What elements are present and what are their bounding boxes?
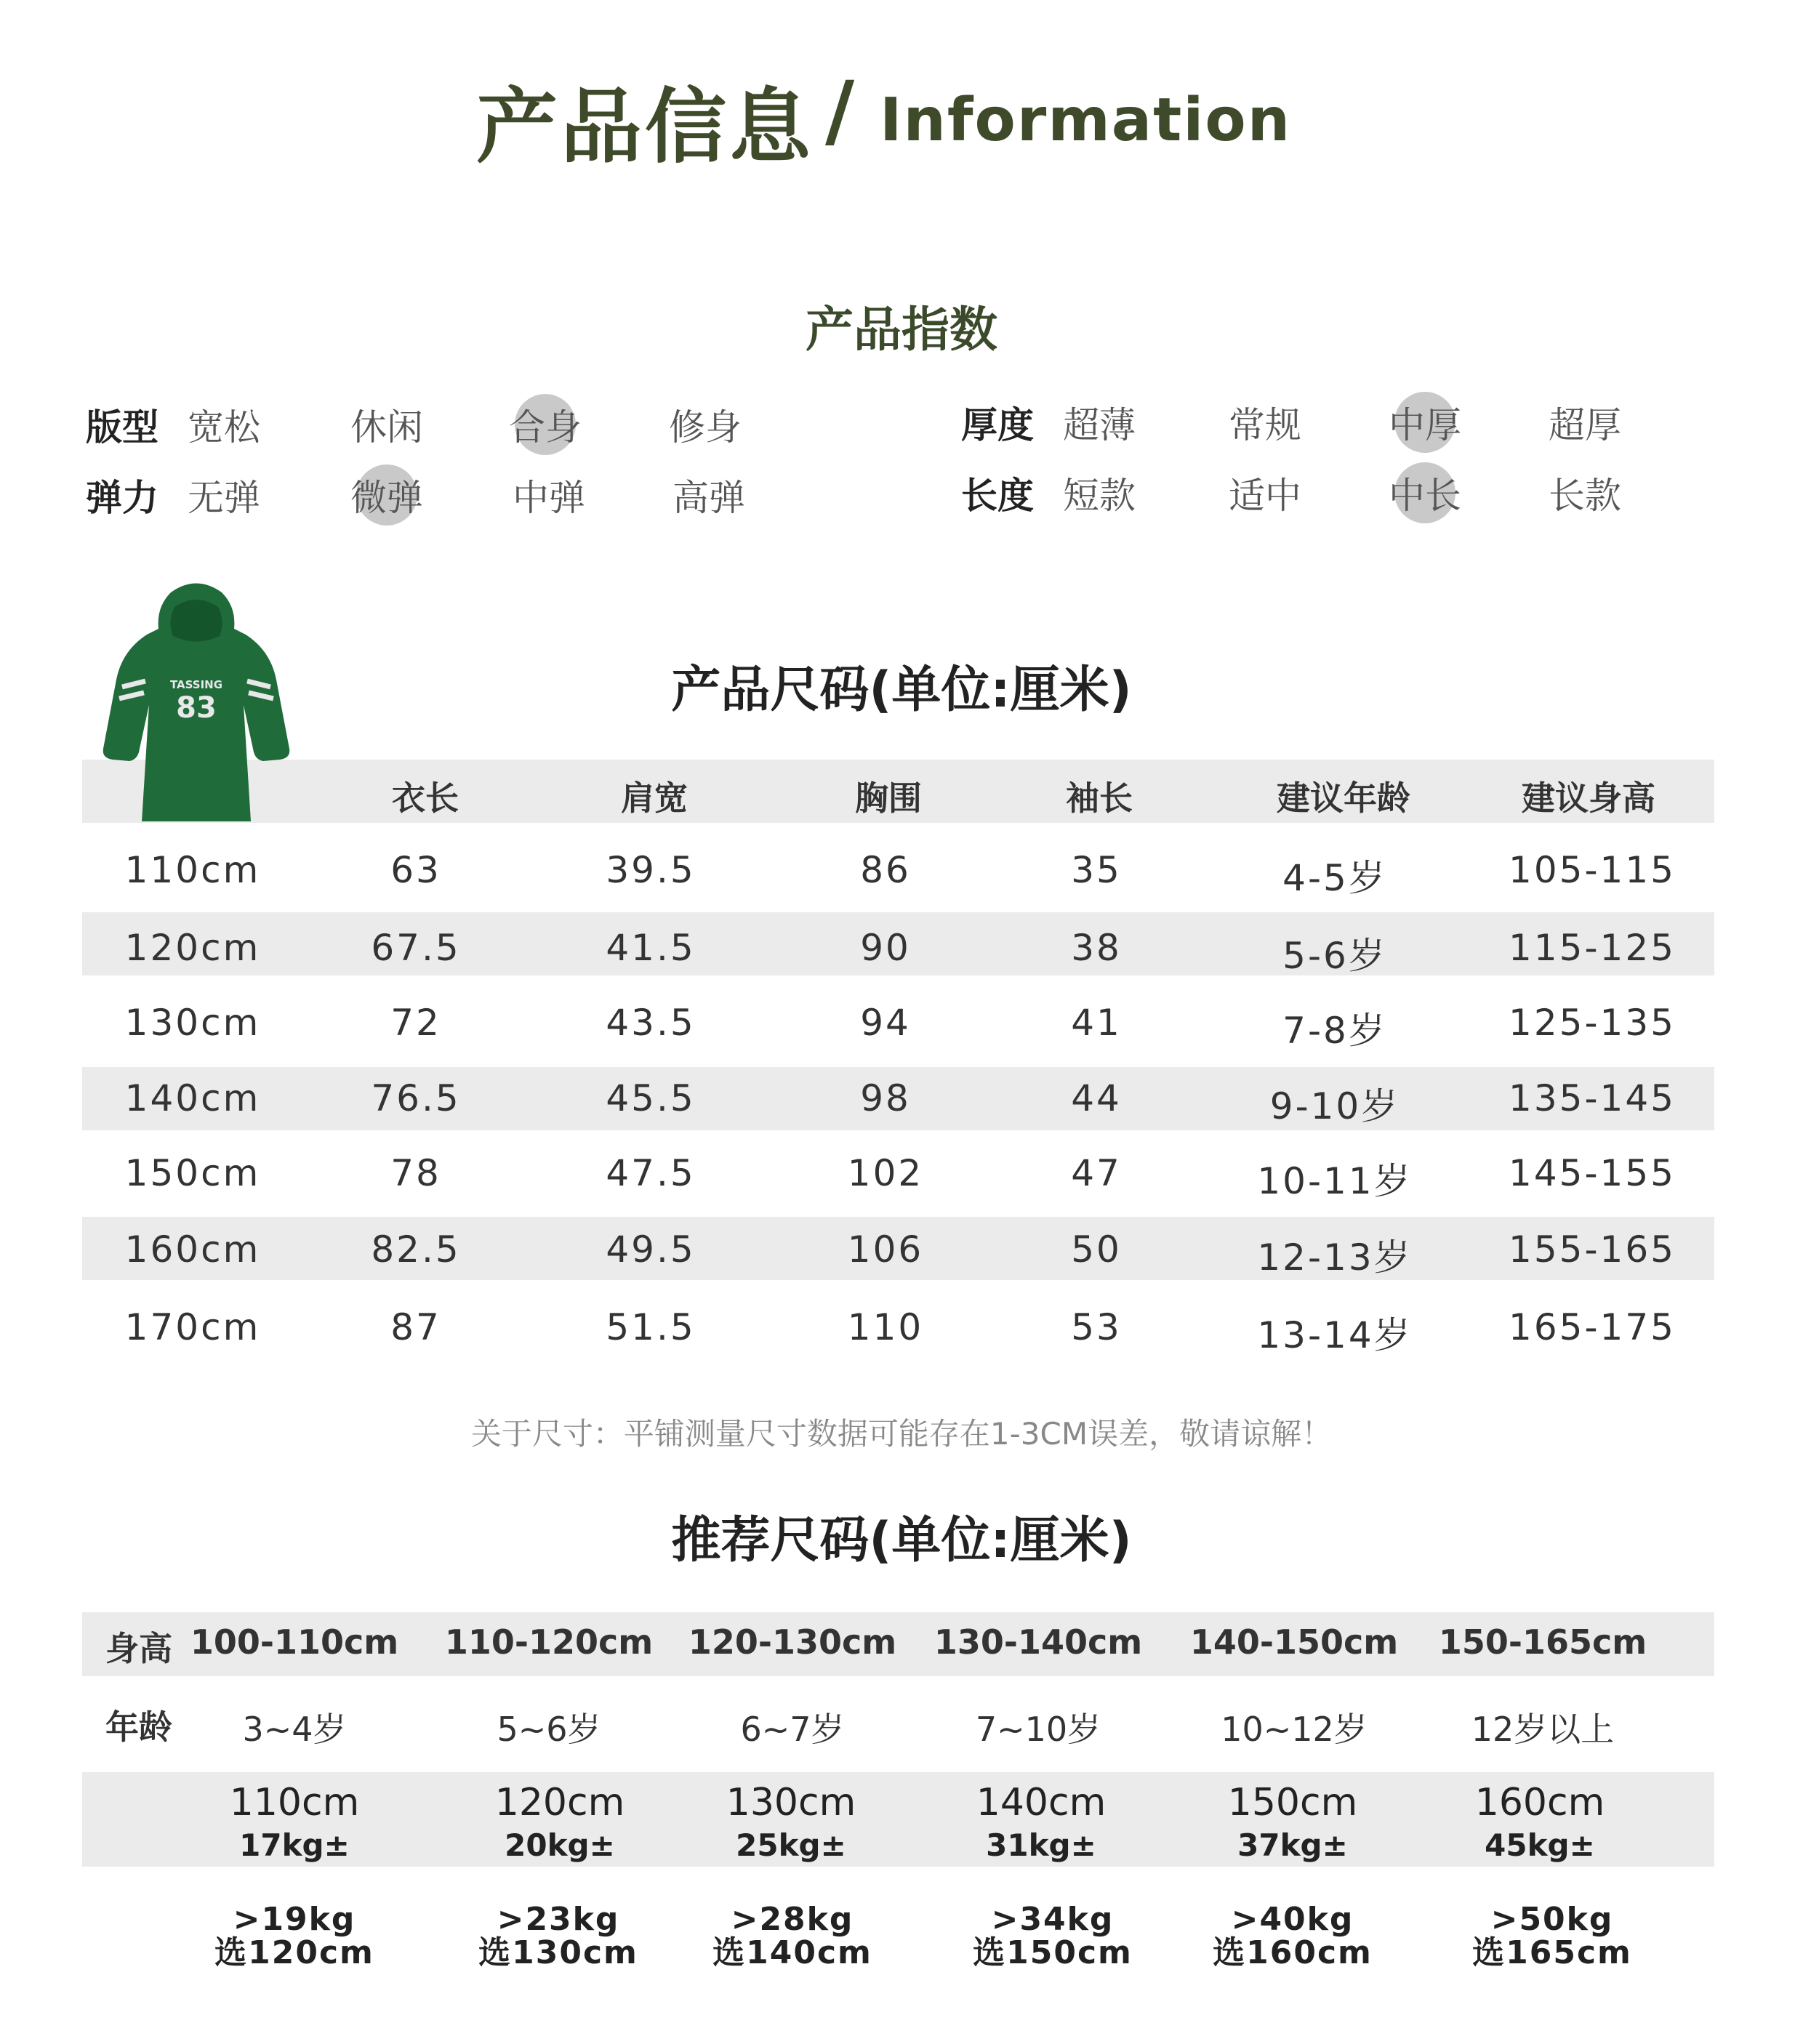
size-cell: 150cm xyxy=(124,1152,261,1194)
size-cell: 170cm xyxy=(124,1306,261,1348)
recommend-size: 160cm xyxy=(1474,1781,1605,1824)
recommend-height-range: 140-150cm xyxy=(1189,1622,1399,1662)
col-header-age: 建议年龄 xyxy=(1277,778,1410,818)
length-cell: 78 xyxy=(390,1152,441,1194)
recommend-height-range: 110-120cm xyxy=(444,1622,654,1662)
age-cell: 13-14岁 xyxy=(1257,1314,1413,1356)
index-option-selected: 中厚 xyxy=(1389,396,1461,448)
chest-cell: 94 xyxy=(860,1002,911,1044)
sleeve-cell: 44 xyxy=(1071,1077,1122,1119)
recommend-age: 6~7岁 xyxy=(740,1710,845,1749)
index-option-selected: 合身 xyxy=(509,398,582,451)
length-cell: 82.5 xyxy=(371,1228,461,1271)
recommend-age-label: 年龄 xyxy=(105,1707,172,1747)
length-cell: 72 xyxy=(390,1002,441,1044)
age-cell: 10-11岁 xyxy=(1257,1160,1413,1202)
shoulder-cell: 47.5 xyxy=(606,1152,696,1194)
recommend-size: 120cm xyxy=(494,1781,625,1824)
chest-cell: 106 xyxy=(847,1228,924,1271)
height-cell: 125-135 xyxy=(1509,1002,1676,1044)
shoulder-cell: 49.5 xyxy=(606,1228,696,1271)
recommend-size: 140cm xyxy=(976,1781,1107,1824)
sleeve-cell: 35 xyxy=(1071,849,1122,891)
sleeve-cell: 53 xyxy=(1071,1306,1122,1348)
age-cell: 9-10岁 xyxy=(1269,1085,1400,1127)
dress-print-text: TASSING xyxy=(169,678,223,691)
recommend-weight: 25kg± xyxy=(736,1827,846,1863)
length-cell: 76.5 xyxy=(371,1077,461,1119)
size-cell: 160cm xyxy=(124,1228,261,1271)
recommend-tip-weight: >40kg xyxy=(1231,1901,1354,1938)
recommend-tip-weight: >50kg xyxy=(1490,1901,1614,1938)
recommend-weight: 20kg± xyxy=(505,1827,615,1863)
recommend-age: 3~4岁 xyxy=(242,1710,347,1749)
index-option: 短款 xyxy=(1063,475,1136,517)
col-header-shoulder: 肩宽 xyxy=(621,778,688,818)
hoodie-dress-icon xyxy=(102,578,291,825)
chest-cell: 86 xyxy=(860,849,911,891)
recommend-size: 150cm xyxy=(1227,1781,1358,1824)
recommend-tip-size: 选140cm xyxy=(712,1934,872,1971)
chest-cell: 102 xyxy=(847,1152,924,1194)
index-label-thickness: 厚度 xyxy=(961,404,1034,446)
col-header-sleeve: 袖长 xyxy=(1066,778,1133,818)
height-cell: 115-125 xyxy=(1509,927,1676,969)
height-cell: 165-175 xyxy=(1509,1306,1676,1348)
index-option: 宽松 xyxy=(188,406,260,448)
page-title-cn: 产品信息 xyxy=(476,80,814,174)
chest-cell: 110 xyxy=(847,1306,924,1348)
size-cell: 110cm xyxy=(124,849,261,891)
age-cell: 12-13岁 xyxy=(1257,1236,1413,1279)
shoulder-cell: 41.5 xyxy=(606,927,696,969)
index-option: 中弹 xyxy=(513,477,585,519)
index-option: 超薄 xyxy=(1063,404,1136,446)
recommend-age: 7~10岁 xyxy=(975,1710,1101,1749)
recommend-height-range: 100-110cm xyxy=(190,1622,399,1662)
shoulder-cell: 43.5 xyxy=(606,1002,696,1044)
age-cell: 7-8岁 xyxy=(1282,1010,1387,1052)
index-option-selected: 中长 xyxy=(1389,467,1461,519)
height-cell: 145-155 xyxy=(1509,1152,1676,1194)
length-cell: 87 xyxy=(390,1306,441,1348)
recommend-tip-weight: >23kg xyxy=(497,1901,620,1938)
recommend-title: 推荐尺码(单位:厘米) xyxy=(671,1512,1132,1569)
recommend-weight: 17kg± xyxy=(239,1827,350,1863)
dress-print-number: 83 xyxy=(176,691,217,725)
chest-cell: 90 xyxy=(860,927,911,969)
chest-cell: 98 xyxy=(860,1077,911,1119)
size-cell: 140cm xyxy=(124,1077,261,1119)
sleeve-cell: 47 xyxy=(1071,1152,1122,1194)
recommend-tip-weight: >28kg xyxy=(731,1901,854,1938)
index-label-fit: 版型 xyxy=(86,406,158,448)
index-option: 无弹 xyxy=(188,477,260,519)
recommend-height-range: 120-130cm xyxy=(688,1622,897,1662)
size-table-title: 产品尺码(单位:厘米) xyxy=(671,661,1132,719)
index-option: 适中 xyxy=(1229,475,1301,517)
col-header-height: 建议身高 xyxy=(1522,778,1655,818)
length-cell: 63 xyxy=(390,849,441,891)
height-cell: 135-145 xyxy=(1509,1077,1676,1119)
recommend-height-label: 身高 xyxy=(105,1629,172,1668)
recommend-height-range: 150-165cm xyxy=(1438,1622,1647,1662)
index-label-length: 长度 xyxy=(961,475,1034,517)
page-title-en: Information xyxy=(880,86,1292,155)
col-header-chest: 胸围 xyxy=(855,778,922,818)
recommend-size: 110cm xyxy=(229,1781,360,1824)
age-cell: 5-6岁 xyxy=(1282,935,1387,977)
index-option: 高弹 xyxy=(672,477,745,519)
title-slash: / xyxy=(825,64,855,157)
recommend-age: 12岁以上 xyxy=(1471,1710,1615,1749)
sleeve-cell: 50 xyxy=(1071,1228,1122,1271)
recommend-tip-size: 选150cm xyxy=(973,1934,1133,1971)
recommend-weight: 31kg± xyxy=(986,1827,1096,1863)
size-note: 关于尺寸：平铺测量尺寸数据可能存在1-3CM误差，敬请谅解！ xyxy=(470,1416,1333,1452)
recommend-size: 130cm xyxy=(726,1781,856,1824)
index-option: 修身 xyxy=(669,406,742,448)
height-cell: 155-165 xyxy=(1509,1228,1676,1271)
index-option-selected: 微弹 xyxy=(350,469,423,521)
index-section-title: 产品指数 xyxy=(806,302,997,358)
index-option: 超厚 xyxy=(1549,404,1621,446)
recommend-weight: 45kg± xyxy=(1485,1827,1595,1863)
recommend-tip-weight: >34kg xyxy=(991,1901,1115,1938)
height-cell: 105-115 xyxy=(1509,849,1676,891)
size-cell: 130cm xyxy=(124,1002,261,1044)
index-option: 休闲 xyxy=(350,406,423,448)
shoulder-cell: 45.5 xyxy=(606,1077,696,1119)
sleeve-cell: 38 xyxy=(1071,927,1122,969)
recommend-tip-size: 选130cm xyxy=(478,1934,638,1971)
recommend-tip-weight: >19kg xyxy=(233,1901,356,1938)
col-header-length: 衣长 xyxy=(392,778,459,818)
recommend-tip-size: 选165cm xyxy=(1472,1934,1632,1971)
index-option: 长款 xyxy=(1549,475,1621,517)
length-cell: 67.5 xyxy=(371,927,461,969)
recommend-age: 10~12岁 xyxy=(1221,1710,1368,1749)
sleeve-cell: 41 xyxy=(1071,1002,1122,1044)
index-option: 常规 xyxy=(1229,404,1301,446)
recommend-age: 5~6岁 xyxy=(497,1710,601,1749)
recommend-height-range: 130-140cm xyxy=(933,1622,1143,1662)
recommend-tip-size: 选160cm xyxy=(1213,1934,1373,1971)
age-cell: 4-5岁 xyxy=(1282,857,1387,899)
shoulder-cell: 39.5 xyxy=(606,849,696,891)
recommend-tip-size: 选120cm xyxy=(214,1934,374,1971)
recommend-weight: 37kg± xyxy=(1237,1827,1348,1863)
shoulder-cell: 51.5 xyxy=(606,1306,696,1348)
size-cell: 120cm xyxy=(124,927,261,969)
index-label-elasticity: 弹力 xyxy=(86,477,158,519)
